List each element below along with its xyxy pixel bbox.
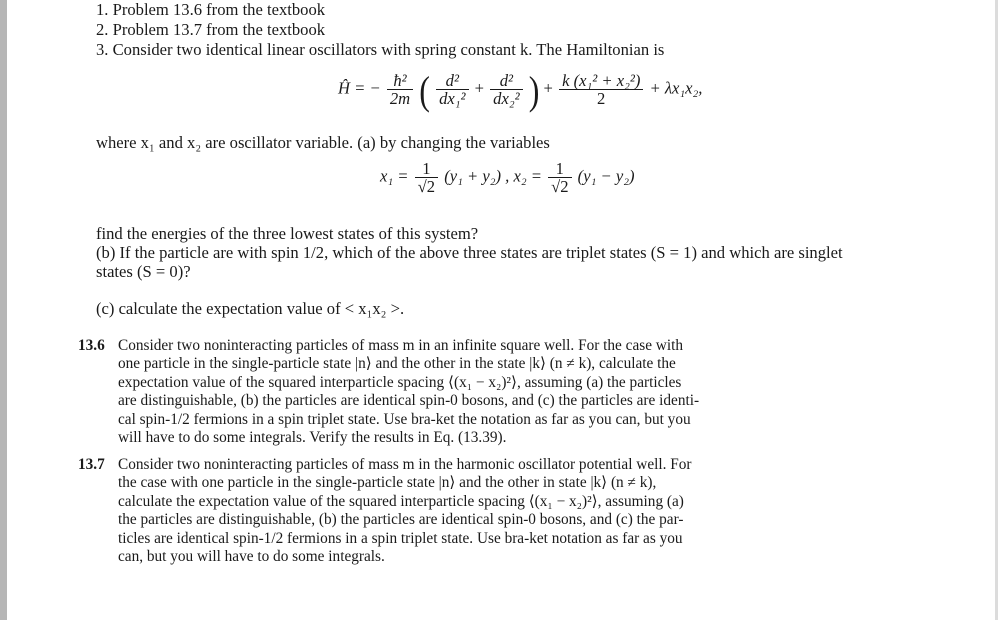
inv-sqrt2-fraction: $\frac{1}{√2}$ (548, 160, 571, 195)
variable-transform-equation: x₁ = $\frac{1}{√2}$ (y₁ + y₂) , x₂ = $\frac{1}{√2}$ (y₁ − y₂) (380, 159, 635, 196)
hamiltonian-lhs: Ĥ = − (338, 78, 381, 98)
part-b-line-2: states (S = 0)? (96, 262, 191, 281)
list-item-3: 3. Consider two identical linear oscillators with spring constant k. The Hamiltonian is (96, 40, 665, 59)
problem-line: Consider two noninteracting particles of mass m in an infinite square well. For the case with (118, 337, 683, 354)
coupling-term: + λx₁x₂, (649, 78, 703, 98)
inv-sqrt2-fraction: $\frac{1}{√2}$ (415, 160, 438, 195)
second-derivative-x1: $\frac{\text{d²}}{\text{dx₁²}}$ (436, 72, 468, 107)
left-window-edge (0, 0, 7, 620)
problem-line: are distinguishable, (b) the particles are identical spin-0 bosons, and (c) the particles are identi- (118, 392, 700, 410)
where-text: where x₁ and x₂ are oscillator variable. (a) by changing the variables (96, 133, 550, 152)
second-derivative-x2: $\frac{\text{d²}}{\text{dx₂²}}$ (490, 72, 522, 107)
part-b-line-1: (b) If the particle are with spin 1/2, which of the above three states are triplet states (S = 1) and which are singlet (96, 243, 843, 262)
problem-line: the case with one particle in the single-particle state |n⟩ and the other in state |k⟩ (n ≠ k), (118, 474, 657, 492)
problem-line: calculate the expectation value of the squared interparticle spacing ⟨(x₁ − x₂)²⟩, assuming (a) (118, 492, 684, 510)
potential-fraction: $\frac{\text{k (x₁² + x₂²)}}{2}$ (559, 72, 643, 107)
find-text: find the energies of the three lowest states of this system? (96, 224, 479, 243)
part-c-text: (c) calculate the expectation value of < x₁x₂ >. (96, 299, 405, 318)
right-paren: ) (528, 67, 540, 112)
problem-body (118, 456, 718, 566)
problem-line: expectation value of the squared interparticle spacing ⟨(x₁ − x₂)²⟩, assuming (a) the particles (118, 373, 682, 391)
problem-body (118, 337, 718, 447)
problem-line: ticles are identical spin-1/2 fermions in a spin triplet state. Use bra-ket notation as far as you (118, 529, 683, 547)
problem-line: can, but you will have to do some integrals. (118, 548, 385, 566)
problem-line: cal spin-1/2 fermions in a spin triplet state. Use bra-ket the notation as far as you can, but you (118, 410, 691, 428)
hbar-fraction: $\frac{\text{ħ²}}{2m}$ (387, 72, 413, 107)
left-paren: ( (419, 67, 430, 112)
problem-number: 13.7 (78, 456, 105, 473)
hamiltonian-equation: Ĥ = − $\frac{\text{ħ²}}{2m}$ ( $\frac{\text{d²}}{\text{dx₁²}}$ + $\frac{\text{d²}}{\text{dx₂²}}$ ) + $\frac{\text{k (x₁² + x₂²)}}{2}$ + λx₁x₂, (338, 67, 703, 112)
problem-13-7 (78, 456, 718, 566)
problem-line: one particle in the single-particle state |n⟩ and the other in the state |k⟩ (n ≠ k), calculate the (118, 355, 676, 373)
list-item-2: 2. Problem 13.7 from the textbook (96, 20, 326, 39)
problem-number: 13.6 (78, 337, 105, 354)
problem-line: will have to do some integrals. Verify the results in Eq. (13.39). (118, 429, 507, 447)
problem-line: Consider two noninteracting particles of mass m in the harmonic oscillator potential well. For (118, 456, 692, 473)
problem-13-6 (78, 337, 718, 447)
list-item-1: 1. Problem 13.6 from the textbook (96, 0, 326, 19)
problem-line: the particles are distinguishable, (b) the particles are identical spin-0 bosons, and (c) the par- (118, 511, 684, 529)
